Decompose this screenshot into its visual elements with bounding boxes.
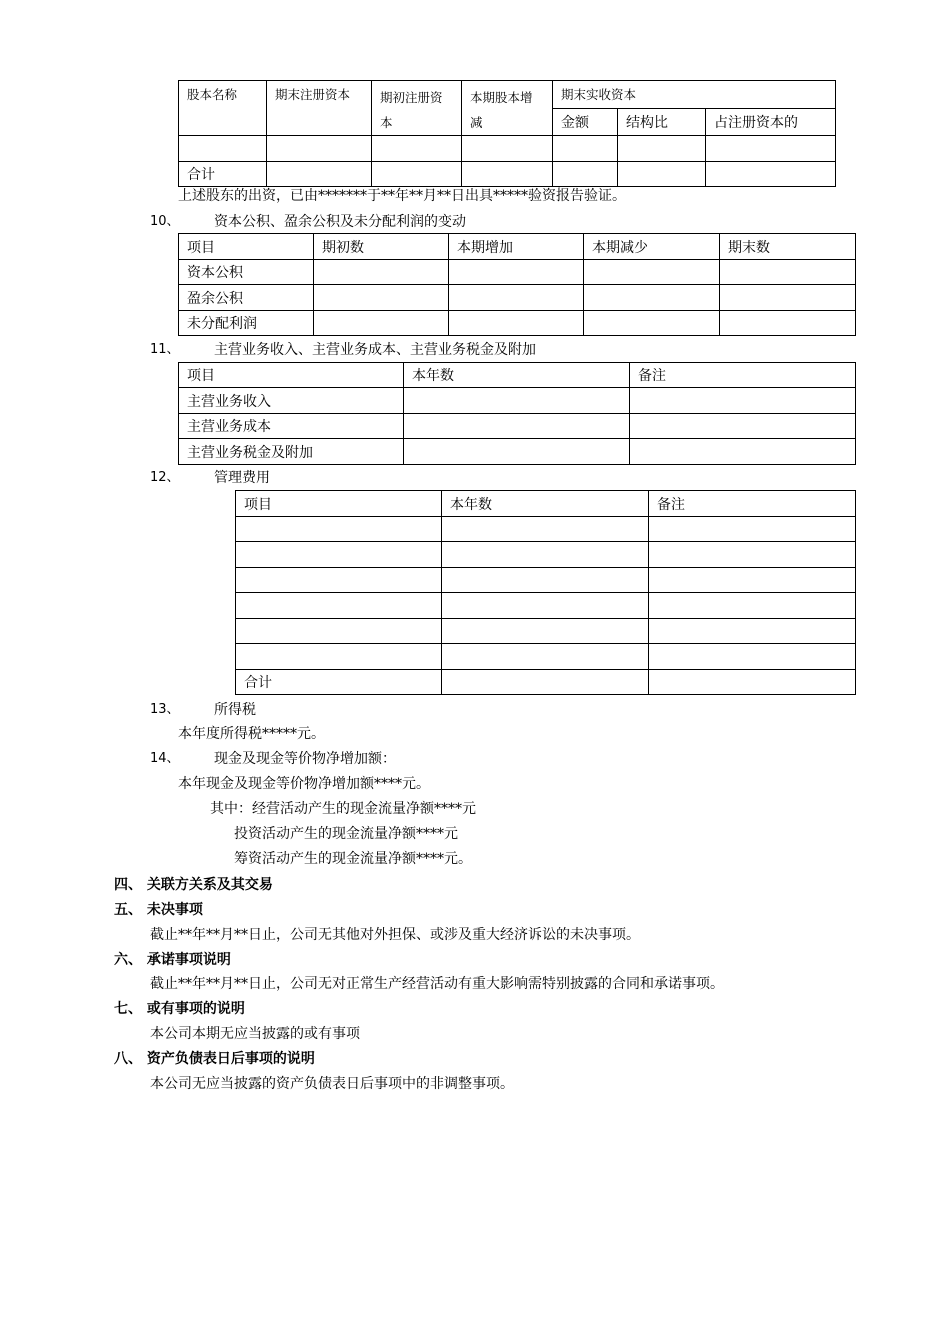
section13-text: 本年度所得税*****元。 [178,726,325,742]
table-row-total [236,670,856,695]
total-label: 合计 [179,162,267,187]
header-cell: 期初数 [314,234,449,260]
part8-text: 本公司无应当披露的资产负债表日后事项中的非调整事项。 [150,1076,514,1092]
section12-title: 管理费用 [214,470,270,486]
section14-number: 14、 [150,751,180,766]
admin-expense-table [235,490,856,695]
header-equity-change: 本期股本增 减 [462,81,553,136]
table-row [179,311,856,336]
header-end-registered: 期末注册资本 [267,81,372,136]
row-label: 主营业务成本 [179,414,404,439]
table-row [179,260,856,285]
header-cell: 项目 [179,234,314,260]
section11-title: 主营业务收入、主营业务成本、主营业务税金及附加 [214,342,536,358]
table-row [179,439,856,465]
part4-heading: 四、 关联方关系及其交易 [114,877,273,893]
header-cell: 本年数 [404,363,630,388]
section11-number: 11、 [150,342,180,357]
header-begin-registered: 期初注册资 本 [372,81,462,136]
table-row [236,593,856,619]
table-row [179,136,836,162]
section12-number: 12、 [150,470,180,485]
row-label: 盈余公积 [179,285,314,311]
header-paid-in: 期末实收资本 [553,81,836,109]
part5-text: 截止**年**月**日止，公司无其他对外担保、或涉及重大经济诉讼的未决事项。 [150,927,640,943]
table-row [179,414,856,439]
table-row-total [179,162,836,187]
row-label: 主营业务税金及附加 [179,439,404,465]
table-row [179,388,856,414]
header-cell: 本年数 [442,491,649,517]
row-label: 主营业务收入 [179,388,404,414]
section14-title: 现金及现金等价物净增加额： [214,751,396,767]
part6-text: 截止**年**月**日止，公司无对正常生产经营活动有重大影响需特别披露的合同和承诺事项。 [150,976,724,992]
header-cell: 项目 [236,491,442,517]
reserves-table [178,233,856,336]
total-label: 合计 [236,670,442,695]
part6-heading: 六、 承诺事项说明 [114,952,231,968]
part8-heading: 八、 资产负债表日后事项的说明 [114,1051,315,1067]
table-row [236,517,856,542]
header-cell: 本期增加 [449,234,584,260]
header-pct-registered: 占注册资本的 [706,108,836,136]
equity-table [178,80,836,187]
section10-number: 10、 [150,214,180,229]
table-row [179,285,856,311]
header-amount: 金额 [553,108,618,136]
part5-heading: 五、 未决事项 [114,902,203,918]
header-cell: 项目 [179,363,404,388]
header-cell: 期末数 [720,234,856,260]
section14-line1: 其中：经营活动产生的现金流量净额****元 [210,801,476,817]
section14-text: 本年现金及现金等价物净增加额****元。 [178,776,430,792]
header-cell: 备注 [649,491,856,517]
row-label: 资本公积 [179,260,314,285]
table-row [236,644,856,670]
section10-title: 资本公积、盈余公积及未分配利润的变动 [214,214,466,230]
part7-heading: 七、 或有事项的说明 [114,1001,245,1017]
table-row [236,619,856,644]
part7-text: 本公司本期无应当披露的或有事项 [150,1026,360,1042]
header-ratio: 结构比 [618,108,706,136]
table-row [236,568,856,593]
section13-number: 13、 [150,702,180,717]
section13-title: 所得税 [214,702,256,718]
header-cell: 本期减少 [584,234,720,260]
section14-line3: 筹资活动产生的现金流量净额****元。 [234,851,472,867]
row-label: 未分配利润 [179,311,314,336]
main-business-table [178,362,856,465]
header-equity-name: 股本名称 [179,81,267,136]
header-cell: 备注 [630,363,856,388]
section14-line2: 投资活动产生的现金流量净额****元 [234,826,458,842]
verification-text: 上述股东的出资，已由*******于**年**月**日出具*****验资报告验证。 [178,188,626,204]
table-row [236,542,856,568]
